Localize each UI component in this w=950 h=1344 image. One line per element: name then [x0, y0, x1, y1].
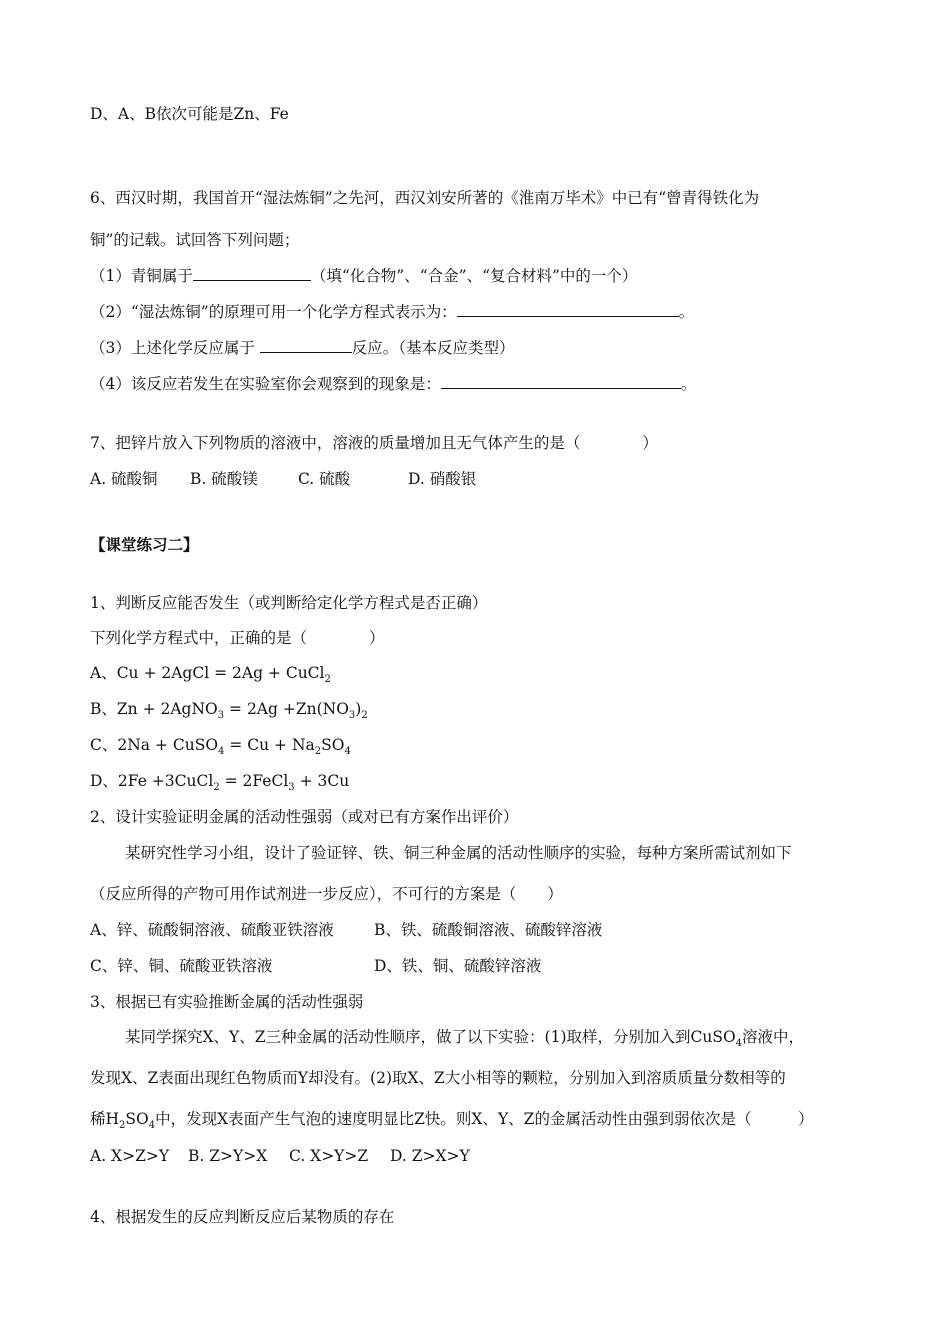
q6-sub4-text: （4）该反应若发生在实验室你会观察到的现象是：	[90, 375, 441, 393]
p3-para3-text2: SO	[125, 1110, 149, 1128]
p3-para3-text1: 稀H	[90, 1110, 120, 1128]
p2-options-row2	[90, 955, 541, 977]
p1-option-b-sub2: 3	[348, 710, 356, 722]
p1-option-a-text: A、Cu + 2AgCl = 2Ag + CuCl	[90, 664, 325, 682]
p1-option-b-text2: = 2Ag +Zn(NO	[224, 700, 349, 718]
p3-para3-sub2: 4	[148, 1120, 156, 1132]
p2-title: 2、设计实验证明金属的活动性强弱（或对已有方案作出评价）	[90, 808, 519, 826]
p3-option-a: A. X>Z>Y	[90, 1147, 170, 1165]
p1-option-b-sub1: 3	[217, 710, 225, 722]
p1-option-b-text1: B、Zn + 2AgNO	[90, 700, 218, 718]
q5-option-d: D、A、B依次可能是Zn、Fe	[90, 105, 289, 123]
p1-option-c-text1: C、2Na + CuSO	[90, 736, 219, 754]
q6-sub3-text: （3）上述化学反应属于	[90, 339, 260, 357]
p1-option-c-text3: SO	[321, 736, 345, 754]
p3-para1-text2: 溶液中，	[742, 1028, 805, 1046]
p1-option-d-sub2: 3	[288, 782, 295, 794]
p2-option-d: D、铁、铜、硫酸锌溶液	[374, 957, 542, 975]
q6-sub2-text: （2）“湿法炼铜”的原理可用一个化学方程式表示为：	[90, 303, 457, 321]
p1-option-d	[90, 770, 349, 799]
q6-sub3-note: 反应。（基本反应类型）	[351, 339, 515, 357]
p1-option-d-sub1: 2	[213, 782, 220, 794]
q6-sub2	[90, 300, 694, 323]
p2-para1: 某研究性学习小组，设计了验证锌、铁、铜三种金属的活动性顺序的实验，每种方案所需试剂如下	[125, 844, 792, 862]
p3-option-b: B. Z>Y>X	[188, 1147, 268, 1165]
q6-sub4	[90, 372, 696, 395]
p1-option-d-text3: + 3Cu	[294, 772, 350, 790]
q6-sub1	[90, 264, 637, 287]
p3-para3-sub1: 2	[119, 1120, 126, 1132]
q6-sub1-note: （填“化合物”、“合金”、“复合材料”中的一个）	[310, 267, 638, 285]
p1-option-a	[90, 662, 331, 691]
q6-sub1-text: （1）青铜属于	[90, 267, 193, 285]
q6-stem-line1: 6、西汉时期，我国首开“湿法炼铜”之先河，西汉刘安所著的《淮南万毕术》中已有“曾青得铁化为	[90, 189, 760, 207]
p3-para3-text3: 中，发现X表面产生气泡的速度明显比Z快。则X、Y、Z的金属活动性由强到弱依次是（ ）	[155, 1110, 814, 1128]
p2-option-b: B、铁、硫酸铜溶液、硫酸锌溶液	[374, 921, 603, 939]
p3-para1	[125, 1026, 804, 1055]
p1-option-a-sub: 2	[324, 674, 331, 686]
p1-option-b-text3: )	[355, 700, 362, 718]
q6-sub2-end: 。	[678, 303, 695, 321]
q7-stem: 7、把锌片放入下列物质的溶液中，溶液的质量增加且无气体产生的是（ ）	[90, 434, 658, 452]
q7-option-d: D. 硝酸银	[408, 470, 477, 488]
section-heading: 【课堂练习二】	[90, 535, 199, 554]
p1-option-c	[90, 734, 351, 763]
p1-option-c-sub3: 4	[344, 746, 351, 758]
q7-option-a: A. 硫酸铜	[90, 470, 158, 488]
q6-sub1-answer-blank[interactable]	[193, 264, 311, 281]
p1-option-c-text2: = Cu + Na	[224, 736, 315, 754]
p3-options	[90, 1145, 470, 1167]
q7-option-c: C. 硫酸	[298, 470, 351, 488]
p2-option-a: A、锌、硫酸铜溶液、硫酸亚铁溶液	[90, 921, 334, 939]
p1-option-d-text1: D、2Fe +3CuCl	[90, 772, 214, 790]
q6-sub3-answer-blank[interactable]	[260, 336, 352, 353]
p3-para1-text1: 某同学探究X、Y、Z三种金属的活动性顺序，做了以下实验：(1)取样，分别加入到CuSO	[125, 1028, 736, 1046]
p2-option-c: C、锌、铜、硫酸亚铁溶液	[90, 957, 273, 975]
q7-options	[90, 468, 476, 490]
q6-stem-line2: 铜”的记载。试回答下列问题；	[90, 231, 300, 249]
q6-sub4-answer-blank[interactable]	[441, 372, 681, 389]
q7-option-b: B. 硫酸镁	[190, 470, 258, 488]
q6-sub2-answer-blank[interactable]	[457, 300, 679, 317]
p1-title: 1、判断反应能否发生（或判断给定化学方程式是否正确）	[90, 594, 488, 612]
p3-option-d: D. Z>X>Y	[390, 1147, 470, 1165]
p4-title: 4、根据发生的反应判断反应后某物质的存在	[90, 1208, 395, 1226]
p3-para3	[90, 1108, 813, 1137]
p1-option-b	[90, 698, 368, 727]
p2-options-row1	[90, 919, 602, 941]
p3-para1-sub: 4	[735, 1038, 743, 1050]
p3-title: 3、根据已有实验推断金属的活动性强弱	[90, 993, 364, 1011]
q6-sub4-end: 。	[680, 375, 697, 393]
p1-option-b-sub3: 2	[361, 710, 368, 722]
p3-option-c: C. X>Y>Z	[289, 1147, 369, 1165]
q6-sub3	[90, 336, 515, 359]
p2-para2: （反应所得的产物可用作试剂进一步反应），不可行的方案是（ ）	[90, 885, 563, 903]
p1-stem: 下列化学方程式中，正确的是（ ）	[90, 629, 385, 647]
p1-option-c-sub2: 2	[314, 746, 322, 758]
p1-option-d-text2: = 2FeCl	[219, 772, 289, 790]
p1-option-c-sub1: 4	[218, 746, 225, 758]
p3-para2: 发现X、Z表面出现红色物质而Y却没有。(2)取X、Z大小相等的颗粒，分别加入到溶质质量分数相等的	[90, 1069, 786, 1087]
